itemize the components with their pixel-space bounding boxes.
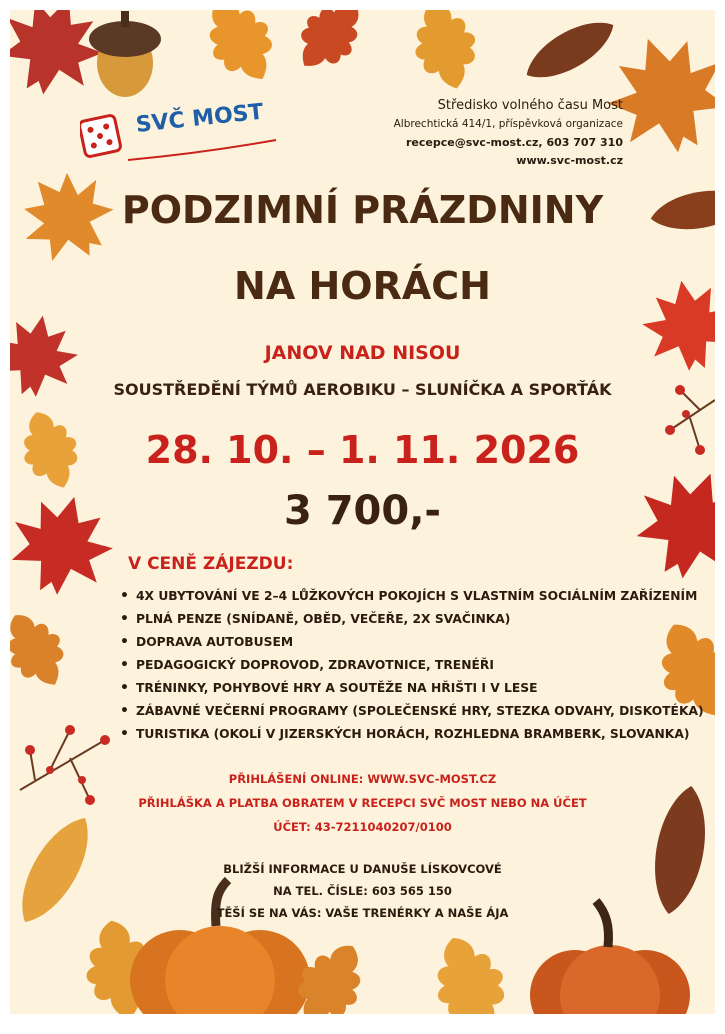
leaf-top-center-right	[404, 10, 487, 96]
event-dates: 28. 10. – 1. 11. 2026	[145, 428, 580, 472]
flyer-page	[10, 10, 715, 1014]
included-list	[118, 585, 704, 746]
leaf-top-right-1	[518, 10, 623, 91]
info-phone: NA TEL. ČÍSLE: 603 565 150	[273, 884, 452, 898]
leaf-bottom-3	[421, 926, 519, 1014]
leaf-left-5	[10, 602, 79, 699]
list-item: • ZÁBAVNÉ VEČERNÍ PROGRAMY (SPOLEČENSKÉ HRY, STEZKA ODVAHY, DISKOTÉKA)	[136, 700, 704, 723]
leaf-top-center	[283, 10, 376, 83]
list-item: • PLNÁ PENZE (SNÍDANĚ, OBĚD, VEČEŘE, 2X SVAČINKA)	[136, 608, 704, 631]
list-item: • DOPRAVA AUTOBUSEM	[136, 631, 704, 654]
list-item: • PEDAGOGICKÝ DOPROVOD, ZDRAVOTNICE, TRENÉŘI	[136, 654, 704, 677]
acorn-icon	[89, 11, 161, 97]
org-web[interactable]: www.svc-most.cz	[516, 154, 623, 167]
registration-payment: PŘIHLÁŠKA A PLATBA OBRATEM V RECEPCI SVČ MOST NEBO NA ÚČET	[138, 796, 587, 810]
leaf-top-center-left	[191, 10, 289, 94]
registration-online[interactable]: PŘIHLÁŠENÍ ONLINE: WWW.SVC-MOST.CZ	[228, 772, 497, 786]
registration-account: ÚČET: 43-7211040207/0100	[273, 820, 452, 834]
dice-icon	[80, 115, 121, 158]
included-heading: V CENĚ ZÁJEZDU:	[128, 554, 294, 574]
pumpkin-icon-left	[130, 880, 310, 1014]
list-item: • 4X UBYTOVÁNÍ VE 2–4 LŮŽKOVÝCH POKOJÍCH S VLASTNÍM SOCIÁLNÍM ZAŘÍZENÍM	[136, 585, 704, 608]
location: JANOV NAD NISOU	[264, 342, 461, 364]
subtitle: SOUSTŘEDĚNÍ TÝMŮ AEROBIKU – SLUNÍČKA A SPORŤÁK	[113, 380, 612, 399]
list-item: • TRÉNINKY, POHYBOVÉ HRY A SOUTĚŽE NA HŘIŠTI I V LESE	[136, 677, 704, 700]
org-contact[interactable]: recepce@svc-most.cz, 603 707 310	[405, 136, 623, 149]
info-contact-person: BLIŽŠÍ INFORMACE U DANUŠE LÍSKOVCOVÉ	[223, 862, 502, 876]
org-name: Středisko volného času Most	[437, 98, 623, 113]
info-greeting: TĚŠÍ SE NA VÁS: VAŠE TRENÉRKY A NAŠE ÁJA	[216, 906, 509, 920]
org-address: Albrechtická 414/1, příspěvková organizace	[393, 118, 623, 130]
list-item: • TURISTIKA (OKOLÍ V JIZERSKÝCH HORÁCH, ROZHLEDNA BRAMBERK, SLOVANKA)	[136, 723, 704, 746]
berry-branch-left	[20, 725, 110, 805]
price: 3 700,-	[283, 488, 442, 534]
headline-line2: NA HORÁCH	[234, 264, 491, 308]
headline-line1: PODZIMNÍ PRÁZDNINY	[121, 188, 604, 232]
logo-text: SVČ MOST	[134, 99, 265, 138]
